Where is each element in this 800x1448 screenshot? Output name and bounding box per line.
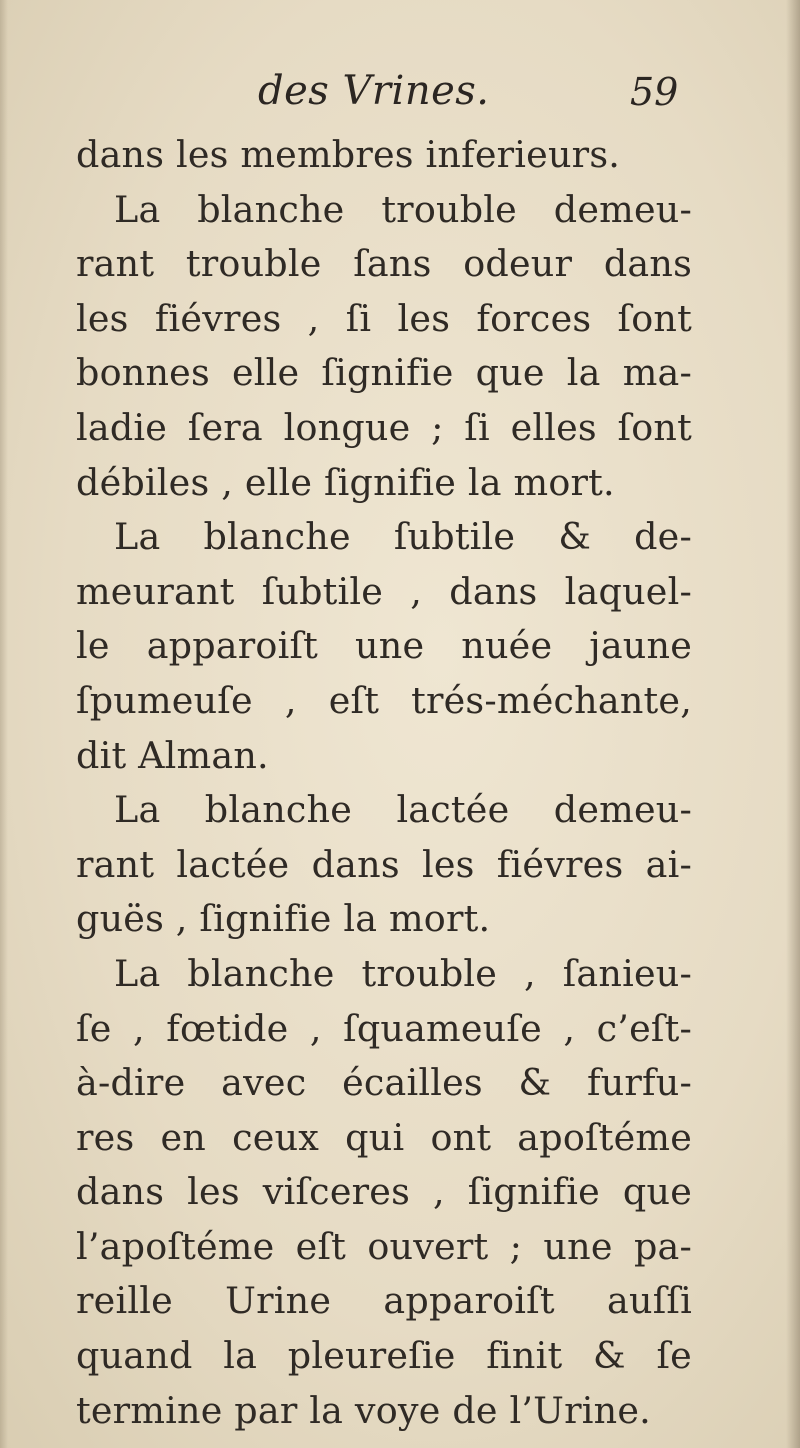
text-line: à-dire avec écailles & furfu- [76,1061,692,1105]
text-line: dit Alman. [76,733,269,777]
running-title: des Vrines. [258,68,490,114]
text-line: La blanche ſubtile & de- [114,515,692,559]
text-line: ladie ſera longue ; ſi elles ſont [76,405,692,449]
page-left-edge-shadow [0,0,8,1448]
text-line: l’apoſtéme eſt ouvert ; une pa- [76,1224,692,1268]
text-line: bonnes elle ſignifie que la ma- [76,351,692,395]
text-line: La blanche lactée demeu- [114,788,692,832]
text-line: reille Urine apparoiſt auſſi [76,1279,692,1323]
text-line: quand la pleureſie finit & ſe [76,1334,692,1378]
text-line: La blanche trouble , ſanieu- [114,951,692,995]
text-line: débiles , elle ſignifie la mort. [76,460,615,504]
page-header [0,68,800,128]
page-gutter-shadow [786,0,800,1448]
text-line: termine par la voye de l’Urine. [76,1388,651,1432]
text-line: rant lactée dans les fiévres ai- [76,842,692,886]
text-line: La blanche trouble demeu- [114,187,692,231]
text-line: ſpumeuſe , eſt trés-méchante, [76,678,692,722]
text-line: guës , ſignifie la mort. [76,897,491,941]
text-line: meurant ſubtile , dans laquel- [76,569,692,613]
body-text [76,128,692,1438]
text-line: dans les viſceres , ſignifie que [76,1170,692,1214]
text-line: ſe , fœtide , ſquameuſe , c’eſt- [76,1006,692,1050]
text-line: dans les membres inferieurs. [76,133,621,176]
text-line: le apparoiſt une nuée jaune [76,624,692,668]
text-line: rant trouble ſans odeur dans [76,242,692,286]
text-line: les fiévres , ſi les forces ſont [76,296,692,340]
page-number: 59 [630,70,679,114]
text-line: res en ceux qui ont apoſtéme [76,1115,692,1159]
